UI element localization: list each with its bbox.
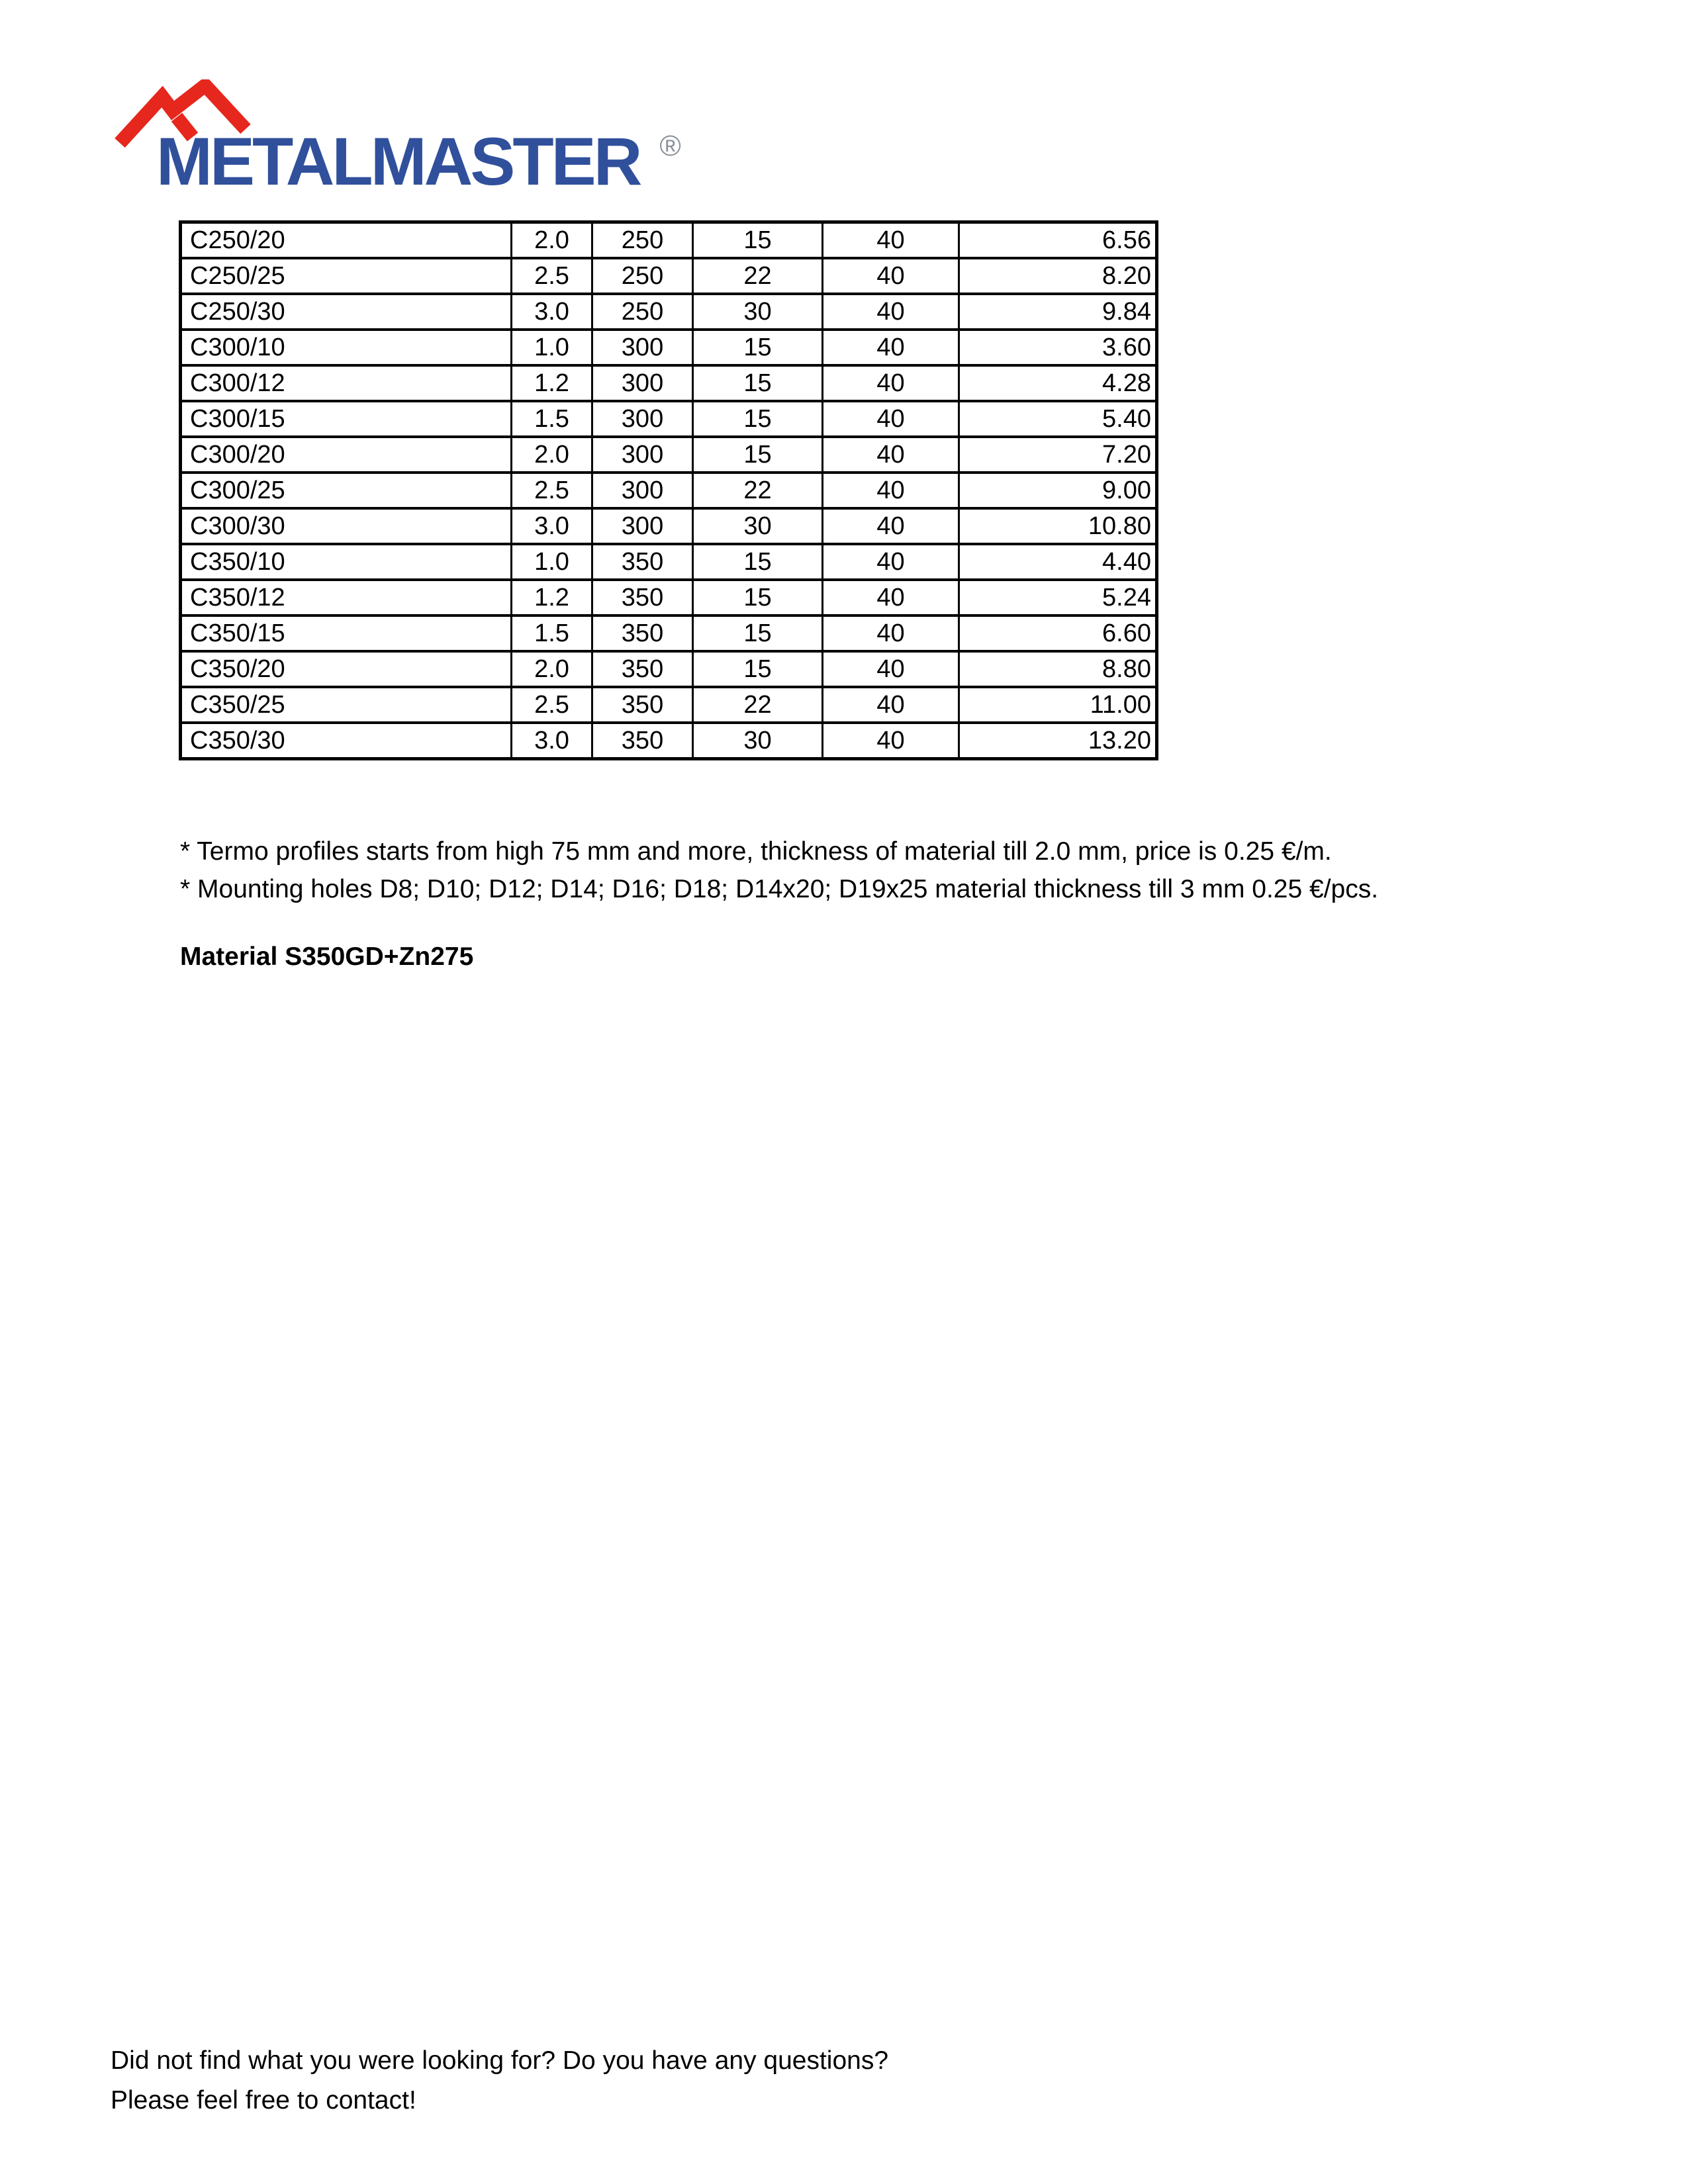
cell-price-eur: 9.84 — [959, 294, 1157, 330]
cell-profile: C250/20 — [181, 222, 512, 259]
cell-dim-b-mm: 40 — [823, 687, 959, 723]
footnote-termo-profiles: * Termo profiles starts from high 75 mm and more, thickness of material till 2.0 mm, price is 0.25 €/m. — [180, 837, 1332, 866]
cell-dim-a-mm: 22 — [693, 473, 823, 508]
cell-dim-a-mm: 22 — [693, 687, 823, 723]
table-row — [181, 544, 1157, 580]
table-row — [181, 473, 1157, 508]
contact-footer — [111, 2041, 888, 2120]
cell-thickness-mm: 2.0 — [512, 651, 592, 687]
cell-thickness-mm: 1.5 — [512, 615, 592, 651]
table-row — [181, 222, 1157, 259]
footnote-mounting-holes: * Mounting holes D8; D10; D12; D14; D16; D18; D14x20; D19x25 material thickness till 3 mm 0.25 €/pcs. — [180, 875, 1379, 903]
table-row — [181, 401, 1157, 437]
cell-dim-a-mm: 30 — [693, 723, 823, 759]
cell-profile: C300/15 — [181, 401, 512, 437]
cell-profile: C350/15 — [181, 615, 512, 651]
cell-profile: C350/20 — [181, 651, 512, 687]
cell-dim-b-mm: 40 — [823, 508, 959, 544]
cell-thickness-mm: 3.0 — [512, 294, 592, 330]
cell-price-eur: 5.24 — [959, 580, 1157, 615]
cell-price-eur: 6.60 — [959, 615, 1157, 651]
cell-thickness-mm: 1.0 — [512, 544, 592, 580]
registered-trademark-icon: ® — [659, 130, 681, 162]
cell-price-eur: 8.80 — [959, 651, 1157, 687]
cell-dim-b-mm: 40 — [823, 330, 959, 365]
table-row — [181, 687, 1157, 723]
cell-price-eur: 9.00 — [959, 473, 1157, 508]
cell-dim-a-mm: 15 — [693, 330, 823, 365]
footnotes — [180, 833, 1378, 908]
brand-name: METALMASTER — [156, 124, 640, 199]
cell-dim-b-mm: 40 — [823, 401, 959, 437]
cell-dim-a-mm: 22 — [693, 258, 823, 294]
table-row — [181, 294, 1157, 330]
cell-profile-height-mm: 250 — [592, 258, 693, 294]
cell-dim-a-mm: 30 — [693, 294, 823, 330]
cell-price-eur: 3.60 — [959, 330, 1157, 365]
cell-dim-b-mm: 40 — [823, 222, 959, 259]
cell-profile-height-mm: 300 — [592, 330, 693, 365]
cell-dim-b-mm: 40 — [823, 473, 959, 508]
table-row — [181, 615, 1157, 651]
cell-dim-a-mm: 15 — [693, 580, 823, 615]
brand-wordmark — [156, 124, 681, 199]
cell-dim-b-mm: 40 — [823, 615, 959, 651]
cell-profile: C250/25 — [181, 258, 512, 294]
table-row — [181, 258, 1157, 294]
cell-thickness-mm: 2.5 — [512, 687, 592, 723]
cell-profile-height-mm: 350 — [592, 687, 693, 723]
cell-dim-a-mm: 15 — [693, 222, 823, 259]
cell-price-eur: 6.56 — [959, 222, 1157, 259]
cell-dim-a-mm: 15 — [693, 365, 823, 401]
cell-profile-height-mm: 300 — [592, 437, 693, 473]
cell-thickness-mm: 1.2 — [512, 365, 592, 401]
cell-price-eur: 10.80 — [959, 508, 1157, 544]
cell-dim-b-mm: 40 — [823, 365, 959, 401]
price-table-body — [181, 222, 1157, 759]
cell-price-eur: 4.28 — [959, 365, 1157, 401]
cell-dim-b-mm: 40 — [823, 258, 959, 294]
cell-profile: C300/20 — [181, 437, 512, 473]
cell-thickness-mm: 2.5 — [512, 473, 592, 508]
cell-thickness-mm: 2.0 — [512, 437, 592, 473]
cell-profile: C350/30 — [181, 723, 512, 759]
cell-dim-a-mm: 15 — [693, 615, 823, 651]
table-row — [181, 723, 1157, 759]
cell-profile-height-mm: 350 — [592, 615, 693, 651]
cell-profile-height-mm: 300 — [592, 473, 693, 508]
cell-profile: C250/30 — [181, 294, 512, 330]
cell-thickness-mm: 1.2 — [512, 580, 592, 615]
cell-thickness-mm: 3.0 — [512, 508, 592, 544]
cell-profile-height-mm: 350 — [592, 580, 693, 615]
cell-price-eur: 4.40 — [959, 544, 1157, 580]
cell-profile-height-mm: 300 — [592, 365, 693, 401]
cell-dim-b-mm: 40 — [823, 723, 959, 759]
cell-price-eur: 11.00 — [959, 687, 1157, 723]
cell-profile-height-mm: 350 — [592, 651, 693, 687]
cell-dim-b-mm: 40 — [823, 580, 959, 615]
table-row — [181, 651, 1157, 687]
cell-dim-b-mm: 40 — [823, 294, 959, 330]
cell-thickness-mm: 2.0 — [512, 222, 592, 259]
cell-profile-height-mm: 300 — [592, 401, 693, 437]
table-row — [181, 437, 1157, 473]
cell-price-eur: 8.20 — [959, 258, 1157, 294]
price-table — [179, 220, 1158, 760]
cell-dim-a-mm: 15 — [693, 401, 823, 437]
cell-dim-a-mm: 15 — [693, 651, 823, 687]
cell-thickness-mm: 2.5 — [512, 258, 592, 294]
cell-profile: C350/10 — [181, 544, 512, 580]
cell-dim-a-mm: 15 — [693, 544, 823, 580]
cell-dim-b-mm: 40 — [823, 544, 959, 580]
cell-profile-height-mm: 350 — [592, 723, 693, 759]
cell-price-eur: 5.40 — [959, 401, 1157, 437]
cell-profile-height-mm: 250 — [592, 222, 693, 259]
cell-thickness-mm: 1.0 — [512, 330, 592, 365]
cell-price-eur: 13.20 — [959, 723, 1157, 759]
cell-thickness-mm: 1.5 — [512, 401, 592, 437]
footer-question-line: Did not find what you were looking for? Do you have any questions? — [111, 2046, 889, 2075]
table-row — [181, 580, 1157, 615]
material-spec: Material S350GD+Zn275 — [180, 942, 474, 971]
footer-contact-line: Please feel free to contact! — [111, 2086, 416, 2115]
cell-profile-height-mm: 300 — [592, 508, 693, 544]
cell-profile: C300/25 — [181, 473, 512, 508]
cell-profile: C350/12 — [181, 580, 512, 615]
cell-profile: C300/10 — [181, 330, 512, 365]
cell-dim-a-mm: 15 — [693, 437, 823, 473]
cell-profile: C300/30 — [181, 508, 512, 544]
cell-dim-a-mm: 30 — [693, 508, 823, 544]
cell-dim-b-mm: 40 — [823, 437, 959, 473]
cell-profile-height-mm: 250 — [592, 294, 693, 330]
table-row — [181, 365, 1157, 401]
cell-thickness-mm: 3.0 — [512, 723, 592, 759]
cell-profile-height-mm: 350 — [592, 544, 693, 580]
cell-profile: C350/25 — [181, 687, 512, 723]
cell-price-eur: 7.20 — [959, 437, 1157, 473]
table-row — [181, 330, 1157, 365]
cell-profile: C300/12 — [181, 365, 512, 401]
cell-dim-b-mm: 40 — [823, 651, 959, 687]
table-row — [181, 508, 1157, 544]
